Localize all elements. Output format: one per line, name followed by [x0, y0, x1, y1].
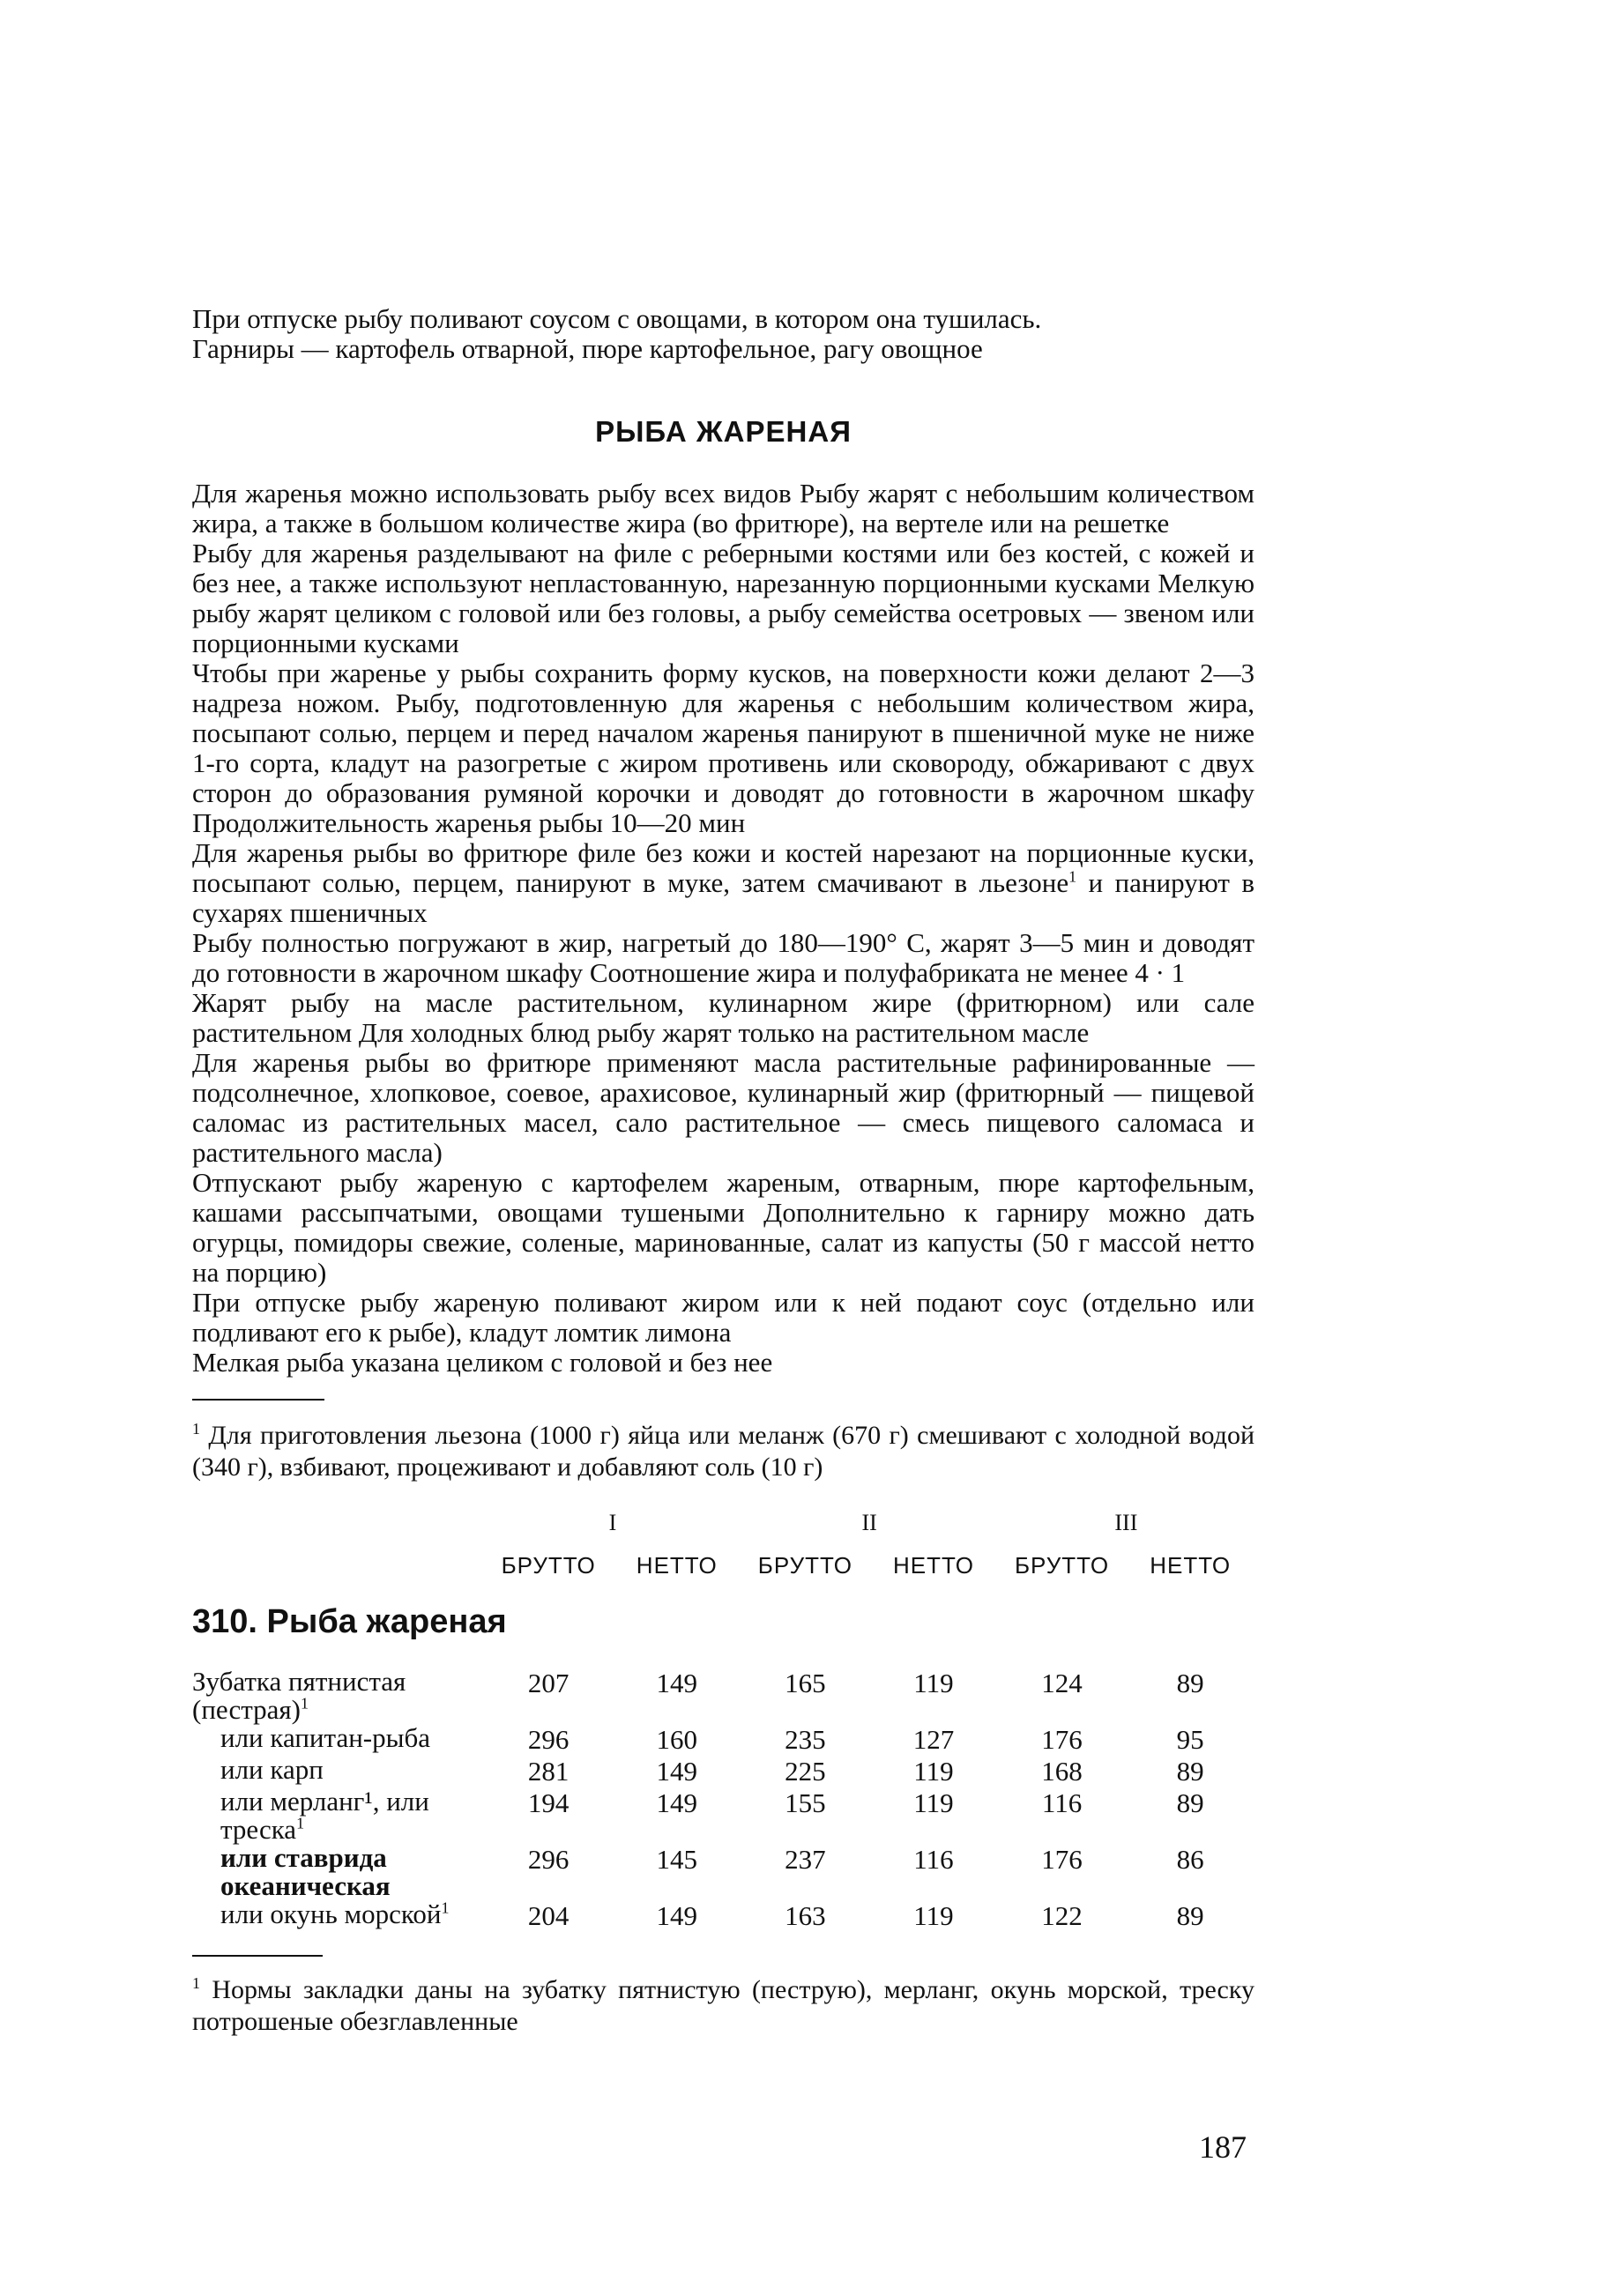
footnote-ref: 1 — [300, 1694, 309, 1713]
table-cell: 160 — [656, 1724, 698, 1755]
page-content — [192, 304, 1254, 2038]
paragraph: Отпускают рыбу жареную с картофелем жареным, отварным, пюре картофельным, кашами рассыпчатыми, овощами тушеными Дополнительно к гарниру можно дать огурцы, помидоры свежие, соленые, маринованные, салат из капусты (50 г массой нетто на порцию) — [192, 1167, 1254, 1288]
recipe-table — [192, 1510, 1254, 1932]
table-cell: 207 — [527, 1668, 570, 1698]
footnote-ref: 1 — [296, 1814, 305, 1832]
ingredient-name: или капитан-рыба — [220, 1722, 430, 1753]
column-group-label: III — [1114, 1510, 1138, 1535]
table-cell: 163 — [785, 1900, 826, 1931]
paragraph: Чтобы при жаренье у рыбы сохранить форму кусков, на поверхности кожи делают 2—3 надреза ножом. Рыбу, подготовленную для жаренья с небольшим количеством жира, посыпают солью, перцем и перед началом жаренья панируют в пшеничной муке не ниже 1-го сорта, кладут на разогретые с жиром противень или сковороду, обжаривают с двух сторон до образования румяной корочки и доводят до готовности в жарочном шкафу Продолжительность жаренья рыбы 10—20 мин — [192, 658, 1254, 838]
footnote-divider — [192, 1955, 323, 1957]
table-cell: 149 — [656, 1787, 698, 1818]
footnote-text: Нормы закладки даны на зубатку пятнистую (пеструю), мерланг, окунь морской, треску потрошеные обезглавленные — [192, 1975, 1255, 2036]
table-cell: 145 — [656, 1844, 698, 1875]
table-row — [192, 1756, 1254, 1787]
intro-text — [192, 304, 1254, 364]
table-cell: 89 — [1176, 1668, 1204, 1698]
table-cell: 116 — [1041, 1787, 1083, 1818]
column-header: БРУТТО — [1014, 1552, 1110, 1579]
footnote-norms — [192, 1974, 1254, 2038]
table-row — [192, 1787, 1254, 1844]
table-cell: 89 — [1176, 1900, 1204, 1931]
table-cell: 119 — [913, 1900, 954, 1931]
footnote-mark: 1 — [192, 1420, 200, 1438]
ingredient-name: или ставрида океаническая — [220, 1842, 391, 1901]
footnote-divider — [192, 1399, 324, 1401]
recipe-title: 310. Рыба жареная — [192, 1603, 507, 1640]
paragraph: Для жаренья можно использовать рыбу всех видов Рыбу жарят с небольшим количеством жира, а также в большом количестве жира (во фритюре), на вертеле или на решетке — [192, 478, 1254, 539]
recipe-title-row — [192, 1603, 1254, 1668]
table-cell: 194 — [527, 1787, 570, 1818]
table-cell: 89 — [1176, 1756, 1204, 1787]
column-header: БРУТТО — [501, 1552, 596, 1579]
intro-line-2: Гарниры — картофель отварной, пюре картофельное, рагу овощное — [192, 333, 983, 364]
table-cell: 176 — [1041, 1724, 1083, 1755]
table-cell: 119 — [913, 1756, 954, 1787]
column-header: БРУТТО — [757, 1552, 852, 1579]
paragraph: При отпуске рыбу жареную поливают жиром или к ней подают соус (отдельно или подливают его к рыбе), кладут ломтик лимона — [192, 1287, 1254, 1348]
paragraph: Рыбу для жаренья разделывают на филе с реберными костями или без костей, с кожей и без нее, а также используют непластованную, нарезанную порционными кусками Мелкую рыбу жарят целиком с головой или без головы, а рыбу семейства осетровых — звеном или порционными кусками — [192, 538, 1254, 658]
table-cell: 296 — [527, 1724, 570, 1755]
table-row — [192, 1900, 1254, 1932]
table-cell: 237 — [785, 1844, 826, 1875]
table-cell: 149 — [656, 1668, 698, 1698]
paragraph: Для жаренья рыбы во фритюре применяют масла растительные рафинированные — подсолнечное, хлопковое, соевое, арахисовое, кулинарный жир (фритюрный — пищевой саломас из растительных масел, сало растительное — смесь пищевого саломаса и растительного масла) — [192, 1047, 1254, 1168]
table-cell: 122 — [1041, 1900, 1083, 1931]
footnote-ref: 1 — [441, 1898, 450, 1917]
column-group-label: II — [861, 1510, 877, 1535]
table-row — [192, 1724, 1254, 1756]
table-cell: 127 — [912, 1724, 955, 1755]
table-cell: 124 — [1041, 1668, 1083, 1698]
paragraph: Рыбу полностью погружают в жир, нагретый до 180—190° С, жарят 3—5 мин и доводят до готовности в жарочном шкафу Соотношение жира и полуфабриката не менее 4 · 1 — [192, 927, 1254, 988]
table-cell: 86 — [1176, 1844, 1204, 1875]
table-cell: 155 — [785, 1787, 826, 1818]
table-row — [192, 1844, 1254, 1900]
table-cell: 149 — [656, 1900, 698, 1931]
ingredient-name: Зубатка пятнистая (пестрая) — [192, 1666, 406, 1725]
table-cell: 149 — [656, 1756, 698, 1787]
table-cell: 281 — [527, 1756, 570, 1787]
table-cell: 116 — [913, 1844, 954, 1875]
paragraph-text: Для жаренья рыбы во фритюре филе без кожи и костей нарезают на порционные куски, посыпают солью, перцем, панируют в муке, затем смачивают в льезоне — [192, 837, 1254, 898]
column-header: НЕТТО — [892, 1552, 974, 1579]
column-group-row — [192, 1510, 1254, 1552]
table-cell: 204 — [527, 1900, 570, 1931]
paragraph — [192, 838, 1254, 928]
table-cell: 89 — [1176, 1787, 1204, 1818]
paragraph-text-tail: и панируют в сухарях пшеничных — [192, 867, 1254, 928]
column-header-row — [192, 1552, 1254, 1603]
ingredient-name: или мерланг¹, или треска — [220, 1786, 429, 1845]
footnote-mark: 1 — [192, 1974, 200, 1992]
column-group-label: I — [608, 1510, 617, 1535]
ingredient-name: или окунь морской — [220, 1898, 442, 1929]
table-cell: 168 — [1041, 1756, 1083, 1787]
footnote-liezon — [192, 1420, 1254, 1483]
page-number: 187 — [1199, 2129, 1247, 2165]
table-row — [192, 1668, 1254, 1724]
column-header: НЕТТО — [1150, 1552, 1232, 1579]
paragraph: Мелкая рыба указана целиком с головой и без нее — [192, 1347, 773, 1378]
table-cell: 119 — [913, 1668, 954, 1698]
table-cell: 225 — [785, 1756, 826, 1787]
table-cell: 176 — [1041, 1844, 1083, 1875]
footnote-text: Для приготовления льезона (1000 г) яйца или меланж (670 г) смешивают с холодной водой (340 г), взбивают, процеживают и добавляют соль (10 г) — [192, 1421, 1255, 1482]
table-cell: 235 — [785, 1724, 826, 1755]
footnote-ref: 1 — [1068, 867, 1077, 886]
table-cell: 95 — [1176, 1724, 1204, 1755]
ingredient-name: или карп — [220, 1754, 324, 1785]
section-heading: РЫБА ЖАРЕНАЯ — [595, 415, 852, 448]
column-header: НЕТТО — [636, 1552, 718, 1579]
section-body — [192, 479, 1254, 1378]
table-cell: 165 — [785, 1668, 826, 1698]
table-cell: 296 — [527, 1844, 570, 1875]
paragraph: Жарят рыбу на масле растительном, кулинарном жире (фритюрном) или сале растительном Для холодных блюд рыбу жарят только на растительном масле — [192, 987, 1254, 1048]
table-cell: 119 — [913, 1787, 954, 1818]
intro-line-1: При отпуске рыбу поливают соусом с овощами, в котором она тушилась. — [192, 303, 1042, 334]
